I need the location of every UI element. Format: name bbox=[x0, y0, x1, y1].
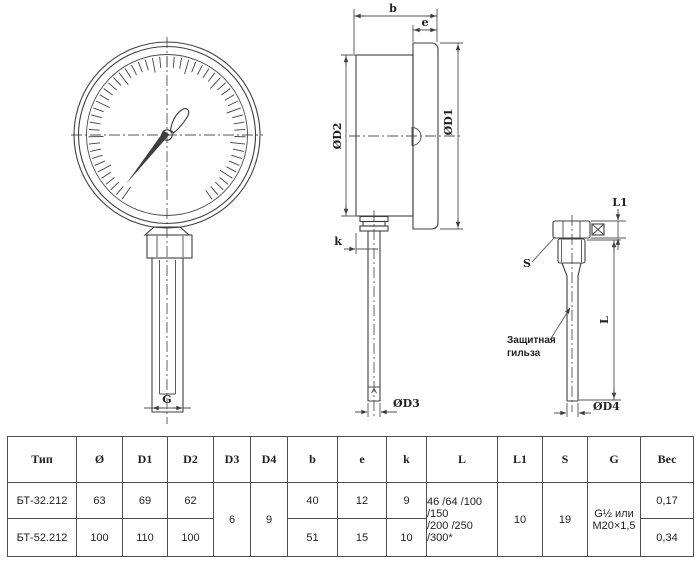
front-view-drawing bbox=[71, 37, 263, 424]
col-header-k: k bbox=[387, 437, 427, 483]
col-header-g: G bbox=[588, 437, 641, 483]
l-values-line2: /200 /250 /300* bbox=[427, 519, 473, 544]
d2-dimension-label: ØD2 bbox=[331, 122, 344, 150]
col-header-b: b bbox=[288, 437, 338, 483]
cell-e-row2: 15 bbox=[338, 519, 387, 557]
cell-l1-merged: 10 bbox=[498, 483, 543, 557]
col-header-weight: Вес bbox=[641, 437, 694, 483]
sleeve-view-drawing bbox=[507, 196, 628, 417]
d4-extension-lines bbox=[567, 403, 578, 417]
boss-edge-lines bbox=[562, 240, 582, 262]
cell-s-merged: 19 bbox=[543, 483, 588, 557]
cell-d1-row2: 110 bbox=[123, 519, 168, 557]
sleeve-boss bbox=[558, 239, 585, 263]
connection-nut bbox=[147, 235, 192, 258]
col-header-s: S bbox=[543, 437, 588, 483]
cell-diameter-row1: 63 bbox=[77, 483, 123, 519]
cell-b-row1: 40 bbox=[288, 483, 338, 519]
stem-outline bbox=[152, 258, 183, 412]
sleeve-hex-head bbox=[553, 221, 590, 238]
d4-dimension-label: ØD4 bbox=[593, 400, 620, 413]
s-dimension-label: S bbox=[523, 257, 531, 270]
s-leader-line bbox=[532, 237, 555, 262]
needle-counterweight bbox=[171, 109, 189, 133]
needle-hub-dot bbox=[166, 134, 169, 137]
d1-dimension-label: ØD1 bbox=[442, 108, 455, 136]
spec-table bbox=[7, 436, 694, 557]
header-row bbox=[8, 437, 694, 483]
cell-b-row2: 51 bbox=[288, 519, 338, 557]
k-dimension-lines bbox=[356, 233, 378, 254]
cell-d2-row1: 62 bbox=[168, 483, 214, 519]
cell-d1-row1: 69 bbox=[123, 483, 168, 519]
sleeve-tube-outline bbox=[562, 263, 581, 401]
cell-d3-merged: 6 bbox=[214, 483, 251, 557]
cell-weight-row1: 0,17 bbox=[641, 483, 694, 519]
b-dimension-label: b bbox=[389, 2, 397, 15]
e-dimension-label: e bbox=[421, 16, 429, 29]
col-header-d3: D3 bbox=[214, 437, 251, 483]
col-header-d1: D1 bbox=[123, 437, 168, 483]
col-header-d2: D2 bbox=[168, 437, 214, 483]
hex-facet-lines bbox=[563, 221, 580, 238]
tip-knob-cross bbox=[592, 224, 604, 235]
col-header-l: L bbox=[427, 437, 498, 483]
col-header-d4: D4 bbox=[251, 437, 288, 483]
cell-g-merged bbox=[588, 483, 641, 557]
side-view-drawing bbox=[331, 2, 463, 417]
g-thread-line1: G½ или bbox=[594, 507, 634, 520]
col-header-e: e bbox=[338, 437, 387, 483]
l1-dimension-label: L1 bbox=[612, 196, 628, 209]
cell-e-row1: 12 bbox=[338, 483, 387, 519]
cell-type-row1: БТ-32.212 bbox=[8, 483, 77, 519]
k-dimension-label: k bbox=[334, 235, 342, 248]
l-dimension-label: L bbox=[598, 316, 611, 324]
col-header-l1: L1 bbox=[498, 437, 543, 483]
g-dimension-label: G bbox=[162, 393, 172, 406]
cell-l-merged bbox=[427, 483, 498, 557]
cell-weight-row2: 0,34 bbox=[641, 519, 694, 557]
table-row bbox=[8, 483, 694, 519]
cell-type-row2: БТ-52.212 bbox=[8, 519, 77, 557]
cell-k-row2: 10 bbox=[387, 519, 427, 557]
cell-d4-merged: 9 bbox=[251, 483, 288, 557]
g-thread-line2: M20×1,5 bbox=[592, 519, 636, 532]
cell-k-row1: 9 bbox=[387, 483, 427, 519]
d3-dimension-label: ØD3 bbox=[393, 397, 420, 410]
l-values-line1: 46 /64 /100 /150 bbox=[427, 495, 483, 520]
case-body bbox=[356, 55, 413, 216]
col-header-type: Тип bbox=[8, 437, 77, 483]
stem-inner-tube bbox=[160, 260, 176, 394]
sleeve-annotation-line2: гильза bbox=[507, 348, 541, 359]
nut-facet-lines bbox=[157, 236, 183, 257]
cell-d2-row2: 100 bbox=[168, 519, 214, 557]
sleeve-annotation-line1: Защитная bbox=[507, 335, 556, 346]
col-header-diameter: Ø bbox=[77, 437, 123, 483]
cell-diameter-row2: 100 bbox=[77, 519, 123, 557]
